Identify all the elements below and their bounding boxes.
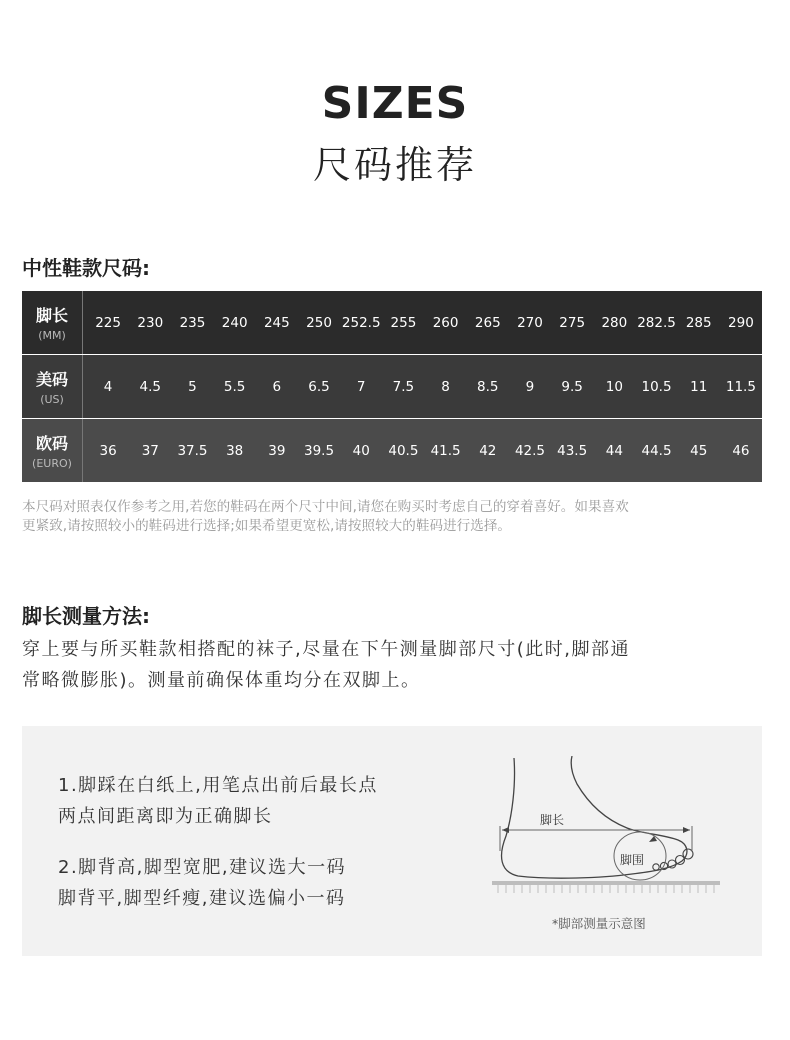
table-cell: 42 <box>479 442 497 459</box>
table-cell: 5.5 <box>223 378 246 395</box>
step-line: 两点间距离即为正确脚长 <box>58 806 273 827</box>
table-cell: 45 <box>690 442 708 459</box>
row-label: 欧码 <box>35 434 68 453</box>
size-note <box>22 498 767 536</box>
table-cell: 245 <box>263 314 290 331</box>
step-line: 1.脚踩在白纸上,用笔点出前后最长点 <box>58 775 378 796</box>
table-cell: 275 <box>559 314 586 331</box>
method-line: 穿上要与所买鞋款相搭配的袜子,尽量在下午测量脚部尺寸(此时,脚部通 <box>22 639 630 660</box>
table-cell: 285 <box>685 314 712 331</box>
table-cell: 44 <box>605 442 623 459</box>
table-cell: 5 <box>188 378 197 395</box>
table-cell: 252.5 <box>341 314 381 331</box>
method-description <box>22 634 767 696</box>
row-label: 脚长 <box>35 306 68 325</box>
table-cell: 46 <box>732 442 750 459</box>
table-cell: 230 <box>137 314 164 331</box>
row-label: 美码 <box>35 370 68 389</box>
page-title-cn: 尺码推荐 <box>312 143 477 187</box>
page-title-en: SIZES <box>321 78 469 129</box>
row-cells <box>83 315 762 331</box>
step-line: 2.脚背高,脚型宽肥,建议选大一码 <box>58 857 347 878</box>
ruler-bar <box>492 881 720 885</box>
diagram-caption: *脚部测量示意图 <box>552 916 646 931</box>
table-cell: 11 <box>690 378 708 395</box>
table-cell: 9 <box>525 378 535 395</box>
table-cell: 41.5 <box>430 442 461 459</box>
table-cell: 4.5 <box>139 378 162 395</box>
girth-label: 脚围 <box>620 853 645 867</box>
table-cell: 8 <box>441 378 450 395</box>
table-cell: 260 <box>432 314 459 331</box>
table-cell: 235 <box>179 314 206 331</box>
row-unit: (EURO) <box>32 457 72 470</box>
step-1 <box>58 770 378 832</box>
table-cell: 36 <box>99 442 117 459</box>
table-cell: 270 <box>517 314 543 331</box>
note-line: 本尺码对照表仅作参考之用,若您的鞋码在两个尺寸中间,请您在购买时考虑自己的穿着喜好。如果喜欢 <box>22 499 629 515</box>
row-unit: (MM) <box>38 329 66 342</box>
table-row-foot-length <box>22 291 762 354</box>
table-cell: 290 <box>728 314 754 331</box>
table-cell: 37 <box>141 442 159 459</box>
table-cell: 225 <box>95 314 121 331</box>
step-line: 脚背平,脚型纤瘦,建议选偏小一码 <box>58 888 346 909</box>
table-cell: 4 <box>103 378 113 395</box>
table-cell: 282.5 <box>637 314 676 331</box>
table-cell: 40 <box>352 442 370 459</box>
foot-measurement-diagram <box>492 756 732 896</box>
length-label: 脚长 <box>540 813 565 827</box>
measurement-panel <box>22 726 762 956</box>
note-line: 更紧致,请按照较小的鞋码进行选择;如果希望更宽松,请按照较大的鞋码进行选择。 <box>22 518 512 534</box>
table-cell: 6 <box>272 378 282 395</box>
table-cell: 9.5 <box>561 378 583 395</box>
table-cell: 7.5 <box>392 378 415 395</box>
table-cell: 250 <box>306 314 332 331</box>
table-cell: 240 <box>221 314 248 331</box>
table-cell: 10.5 <box>641 378 672 395</box>
table-cell: 39.5 <box>304 442 335 459</box>
table-cell: 44.5 <box>641 442 672 459</box>
row-unit: (US) <box>40 393 64 406</box>
method-line: 常略微膨胀)。测量前确保体重均分在双脚上。 <box>22 670 421 691</box>
table-row-us-size <box>22 355 762 418</box>
table-cell: 8.5 <box>477 378 499 395</box>
row-header <box>22 419 83 482</box>
row-cells <box>83 443 762 459</box>
table-cell: 43.5 <box>557 442 588 459</box>
table-row-euro-size <box>22 419 762 482</box>
table-cell: 10 <box>605 378 623 395</box>
table-cell: 255 <box>390 314 417 331</box>
table-cell: 37.5 <box>177 442 208 459</box>
table-cell: 42.5 <box>514 442 545 459</box>
length-arrow-left <box>502 827 509 833</box>
table-cell: 280 <box>601 314 628 331</box>
row-header <box>22 291 83 354</box>
size-section-title: 中性鞋款尺码: <box>22 256 150 280</box>
table-cell: 39 <box>268 442 286 459</box>
row-cells <box>83 379 762 395</box>
row-header <box>22 355 83 418</box>
step-2 <box>58 852 346 914</box>
ruler-ticks <box>498 885 714 893</box>
table-cell: 11.5 <box>725 378 756 395</box>
foot-outline <box>502 756 687 878</box>
length-arrow-right <box>683 827 690 833</box>
table-cell: 40.5 <box>388 442 419 459</box>
table-cell: 7 <box>356 378 366 395</box>
method-section-title: 脚长测量方法: <box>22 604 150 628</box>
table-cell: 38 <box>226 442 244 459</box>
table-cell: 6.5 <box>308 378 330 395</box>
table-cell: 265 <box>474 314 501 331</box>
size-table <box>22 291 762 482</box>
